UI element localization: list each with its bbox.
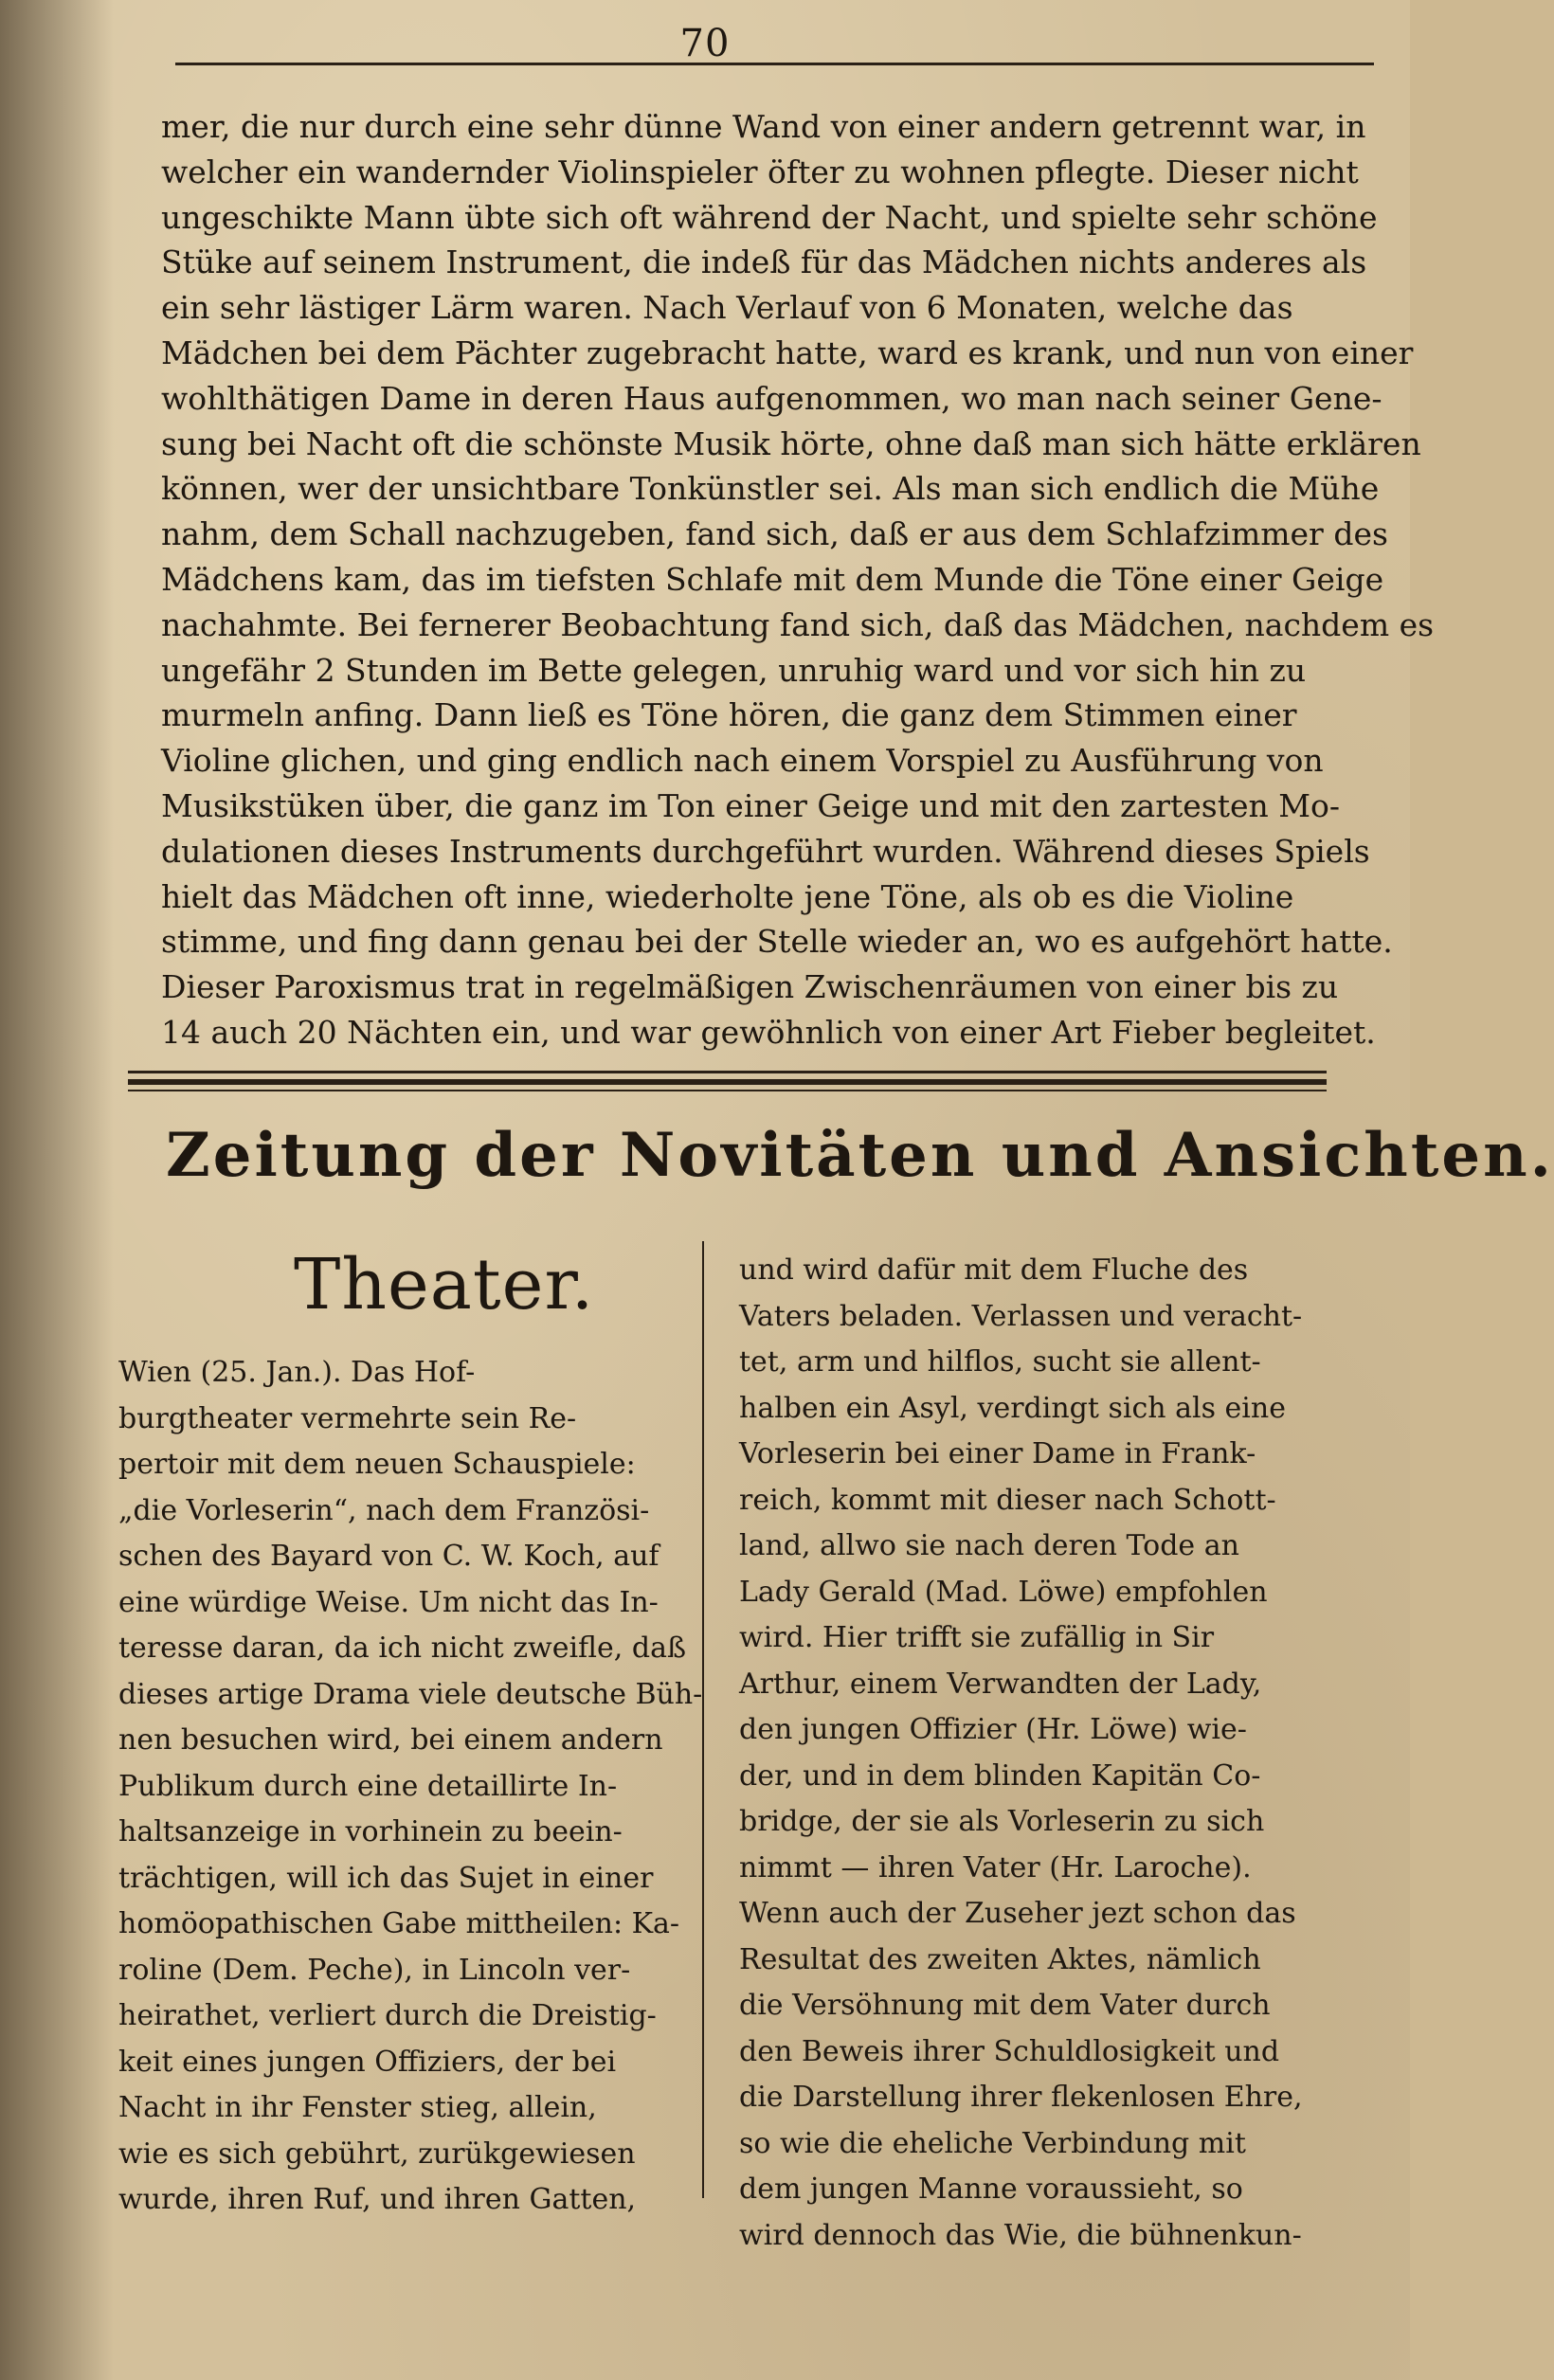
text-line: land, allwo sie nach deren Tode an <box>739 1529 1239 1562</box>
text-line: der, und in dem blinden Kapitän Co- <box>739 1758 1261 1793</box>
text-line: Musikstüken über, die ganz im Ton einer Geige und mit den zartesten Mo- <box>161 786 1341 824</box>
text-line: Stüke auf seinem Instrument, die indeß für das Mädchen nichts anderes als <box>161 243 1367 281</box>
binding-shadow <box>0 0 114 2380</box>
text-line: wie es sich gebührt, zurükgewiesen <box>118 2137 636 2171</box>
text-line: sung bei Nacht oft die schönste Musik hörte, ohne daß man sich hätte erklären <box>161 424 1421 462</box>
text-line: homöopathischen Gabe mittheilen: Ka- <box>118 1907 680 1940</box>
text-line: murmeln anfing. Dann ließ es Töne hören, die ganz dem Stimmen einer <box>161 696 1297 734</box>
text-line: hielt das Mädchen oft inne, wiederholte jene Töne, als ob es die Violine <box>161 877 1294 915</box>
text-line: roline (Dem. Peche), in Lincoln ver- <box>118 1953 631 1987</box>
text-line: den Beweis ihrer Schuldlosigkeit und <box>739 2034 1280 2068</box>
text-line: Violine glichen, und ging endlich nach einem Vorspiel zu Ausführung von <box>161 742 1324 780</box>
text-line: halben ein Asyl, verdingt sich als eine <box>739 1391 1286 1425</box>
text-line: haltsanzeige in vorhinein zu beein- <box>118 1815 623 1848</box>
text-line: Lady Gerald (Mad. Löwe) empfohlen <box>739 1575 1268 1609</box>
text-line: „die Vorleserin“, nach dem Französi- <box>118 1493 650 1527</box>
text-line: nahm, dem Schall nachzugeben, fand sich, daß er aus dem Schlafzimmer des <box>161 515 1388 553</box>
text-line: pertoir mit dem neuen Schauspiele: <box>118 1448 636 1481</box>
text-line: 14 auch 20 Nächten ein, und war gewöhnlich von einer Art Fieber begleitet. <box>161 1013 1376 1051</box>
text-line: die Darstellung ihrer flekenlosen Ehre, <box>739 2081 1303 2114</box>
text-line: Wien (25. Jan.). Das Hof- <box>118 1356 476 1389</box>
continued-article <box>161 104 1435 1055</box>
text-line: und wird dafür mit dem Fluche des <box>739 1253 1249 1287</box>
section-divider <box>128 1071 1327 1093</box>
text-line: dem jungen Manne voraussieht, so <box>739 2173 1243 2206</box>
text-line: den jungen Offizier (Hr. Löwe) wie- <box>739 1713 1247 1746</box>
text-line: Arthur, einem Verwandten der Lady, <box>739 1667 1262 1701</box>
text-line: Nacht in ihr Fenster stieg, allein, <box>118 2091 597 2124</box>
text-line: burgtheater vermehrte sein Re- <box>118 1401 577 1435</box>
text-line: ein sehr lästiger Lärm waren. Nach Verlauf von 6 Monaten, welche das <box>161 289 1293 327</box>
text-line: trächtigen, will ich das Sujet in einer <box>118 1861 654 1895</box>
text-line: Publikum durch eine detaillirte In- <box>118 1769 618 1803</box>
text-line: teresse daran, da ich nicht zweifle, daß <box>118 1632 687 1665</box>
text-line: können, wer der unsichtbare Tonkünstler sei. Als man sich endlich die Mühe <box>161 470 1380 508</box>
text-line: nen besuchen wird, bei einem andern <box>118 1723 663 1757</box>
text-line: so wie die eheliche Verbindung mit <box>739 2126 1246 2160</box>
text-line: ungefähr 2 Stunden im Bette gelegen, unruhig ward und vor sich hin zu <box>161 651 1307 689</box>
column-rule <box>702 1241 704 2198</box>
text-line: heirathet, verliert durch die Dreistig- <box>118 1999 657 2032</box>
text-line: Resultat des zweiten Aktes, nämlich <box>739 1942 1261 1976</box>
text-line: Wenn auch der Zuseher jezt schon das <box>739 1897 1296 1930</box>
right-column <box>739 1248 1327 2259</box>
text-line: mer, die nur durch eine sehr dünne Wand von einer andern getrennt war, in <box>161 108 1366 145</box>
text-line: dulationen dieses Instruments durchgeführt wurden. Während dieses Spiels <box>161 832 1370 870</box>
page-number: 70 <box>679 22 731 65</box>
text-line: Vorleserin bei einer Dame in Frank- <box>739 1437 1256 1470</box>
text-line: nachahmte. Bei fernerer Beobachtung fand sich, daß das Mädchen, nachdem es <box>161 605 1435 643</box>
text-line: schen des Bayard von C. W. Koch, auf <box>118 1540 660 1573</box>
text-line: bridge, der sie als Vorleserin zu sich <box>739 1805 1265 1838</box>
text-line: wurde, ihren Ruf, und ihren Gatten, <box>118 2183 637 2216</box>
text-line: wird. Hier trifft sie zufällig in Sir <box>739 1621 1215 1654</box>
text-line: stimme, und fing dann genau bei der Stelle wieder an, wo es aufgehört hatte. <box>161 923 1393 961</box>
text-line: Vaters beladen. Verlassen und veracht- <box>739 1299 1303 1333</box>
section-title: Theater. <box>294 1244 595 1325</box>
text-line: dieses artige Drama viele deutsche Büh- <box>118 1677 703 1711</box>
text-line: die Versöhnung mit dem Vater durch <box>739 1989 1271 2022</box>
text-line: Mädchens kam, das im tiefsten Schlafe mit dem Munde die Töne einer Geige <box>161 560 1384 598</box>
text-line: reich, kommt mit dieser nach Schott- <box>739 1483 1276 1517</box>
text-line: Dieser Paroxismus trat in regelmäßigen Zwischenräumen von einer bis zu <box>161 968 1339 1006</box>
text-line: welcher ein wandernder Violinspieler öfter zu wohnen pflegte. Dieser nicht <box>161 153 1359 190</box>
text-line: wohlthätigen Dame in deren Haus aufgenommen, wo man nach seiner Gene- <box>161 379 1382 417</box>
header-rule <box>175 63 1374 65</box>
text-line: wird dennoch das Wie, die bühnenkun- <box>739 2218 1302 2252</box>
newspaper-section-headline: Zeitung der Novitäten und Ansichten. <box>166 1120 1554 1191</box>
text-line: tet, arm und hilflos, sucht sie allent- <box>739 1345 1261 1379</box>
text-line: nimmt — ihren Vater (Hr. Laroche). <box>739 1850 1252 1884</box>
text-line: keit eines jungen Offiziers, der bei <box>118 2045 617 2079</box>
left-column <box>118 1350 703 2224</box>
text-line: Mädchen bei dem Pächter zugebracht hatte, ward es krank, und nun von einer <box>161 334 1414 371</box>
text-line: eine würdige Weise. Um nicht das In- <box>118 1585 659 1619</box>
text-line: ungeschikte Mann übte sich oft während der Nacht, und spielte sehr schöne <box>161 198 1378 236</box>
